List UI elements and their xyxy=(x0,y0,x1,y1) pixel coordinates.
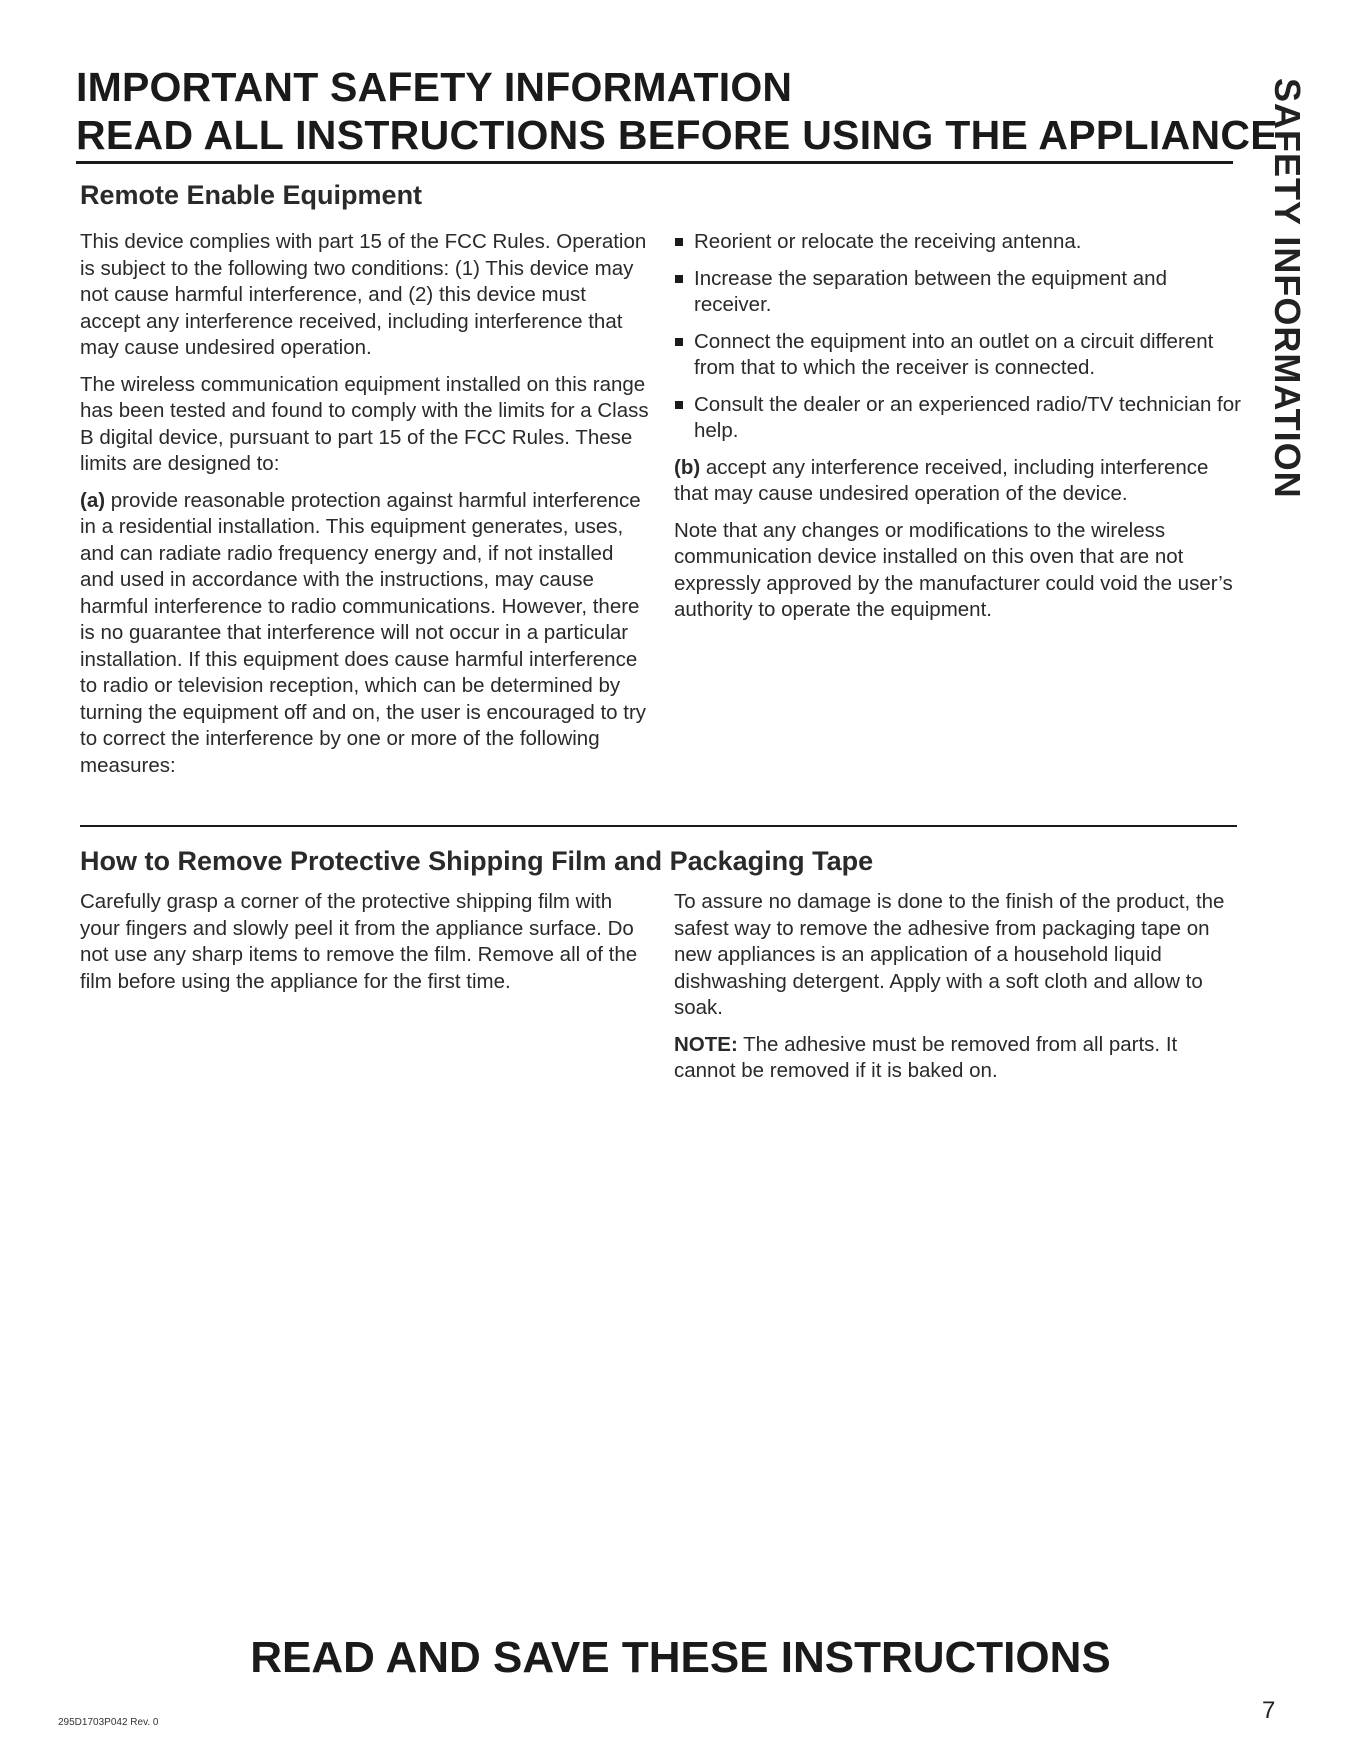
condition-b-text: accept any interference received, including interference that may cause undesired operation of the device. xyxy=(674,455,1209,505)
list-item: Increase the separation between the equipment and receiver. xyxy=(674,266,1244,319)
list-item: Consult the dealer or an experienced radio/TV technician for help. xyxy=(674,392,1244,445)
section-side-tab xyxy=(1257,78,1317,598)
remote-heading: Remote Enable Equipment xyxy=(80,180,423,210)
condition-b-label: (b) xyxy=(674,455,701,479)
page-number: 7 xyxy=(1262,1697,1276,1724)
film-removal-paragraph: Carefully grasp a corner of the protective shipping film with your fingers and slowly peel it from the appliance surface. Do not use any sharp items to remove the film. Remove all of the film before using the appliance for the first time. xyxy=(80,890,638,993)
bullet-square-icon xyxy=(675,238,683,246)
modification-note-paragraph: Note that any changes or modifications to the wireless communication device installed on this oven that are not expressly approved by the manufacturer could void the user’s authority to operate the equipment. xyxy=(674,518,1233,621)
class-b-paragraph: The wireless communication equipment installed on this range has been tested and found to comply with the limits for a Class B digital device, pursuant to part 15 of the FCC Rules. These limits are designed to: xyxy=(80,372,649,475)
bullet-square-icon xyxy=(675,275,683,283)
measures-list xyxy=(674,229,1244,445)
film-heading: How to Remove Protective Shipping Film and Packaging Tape xyxy=(80,846,874,876)
footer-title: READ AND SAVE THESE INSTRUCTIONS xyxy=(250,1633,1111,1682)
adhesive-note-paragraph xyxy=(674,1032,1244,1085)
remote-right-column xyxy=(674,229,1244,634)
film-left-column xyxy=(80,889,650,1005)
note-label: NOTE: xyxy=(674,1032,738,1056)
list-item: Connect the equipment into an outlet on a circuit different from that to which the receiver is connected. xyxy=(674,329,1244,382)
condition-a-label: (a) xyxy=(80,488,106,512)
document-code: 295D1703P042 Rev. 0 xyxy=(58,1717,159,1728)
page-title: IMPORTANT SAFETY INFORMATION xyxy=(76,64,793,110)
condition-a-text: provide reasonable protection against harmful interference in a residential installation. This equipment generates, uses, and can radiate radio frequency energy and, if not installed and used in accordance with the instructions, may cause harmful interference to radio communications. However, there is no guarantee that interference will not occur in a particular installation. If this equipment does cause harmful interference to radio or television reception, which can be determined by turning the equipment off and on, the user is encouraged to try to correct the interference by one or more of the following measures: xyxy=(80,488,647,777)
bullet-square-icon xyxy=(675,401,683,409)
adhesive-paragraph: To assure no damage is done to the finish of the product, the safest way to remove the adhesive from packaging tape on new appliances is an application of a household liquid dishwashing detergent. Apply with a soft cloth and allow to soak. xyxy=(674,890,1225,1019)
side-tab-label: SAFETY INFORMATION xyxy=(1267,78,1308,499)
bullet-square-icon xyxy=(675,338,683,346)
film-right-column xyxy=(674,889,1244,1095)
condition-b-paragraph xyxy=(674,455,1244,508)
condition-a-paragraph xyxy=(80,488,650,780)
section-divider xyxy=(80,825,1237,827)
page-subtitle: READ ALL INSTRUCTIONS BEFORE USING THE APPLIANCE xyxy=(76,112,1278,158)
list-item: Reorient or relocate the receiving antenna. xyxy=(674,229,1244,256)
note-text: The adhesive must be removed from all parts. It cannot be removed if it is baked on. xyxy=(674,1032,1178,1082)
header-rule xyxy=(76,161,1233,164)
remote-left-column xyxy=(80,229,650,789)
fcc-compliance-paragraph: This device complies with part 15 of the FCC Rules. Operation is subject to the following two conditions: (1) This device may not cause harmful interference, and (2) this device must accept any interference received, including interference that may cause undesired operation. xyxy=(80,230,647,359)
